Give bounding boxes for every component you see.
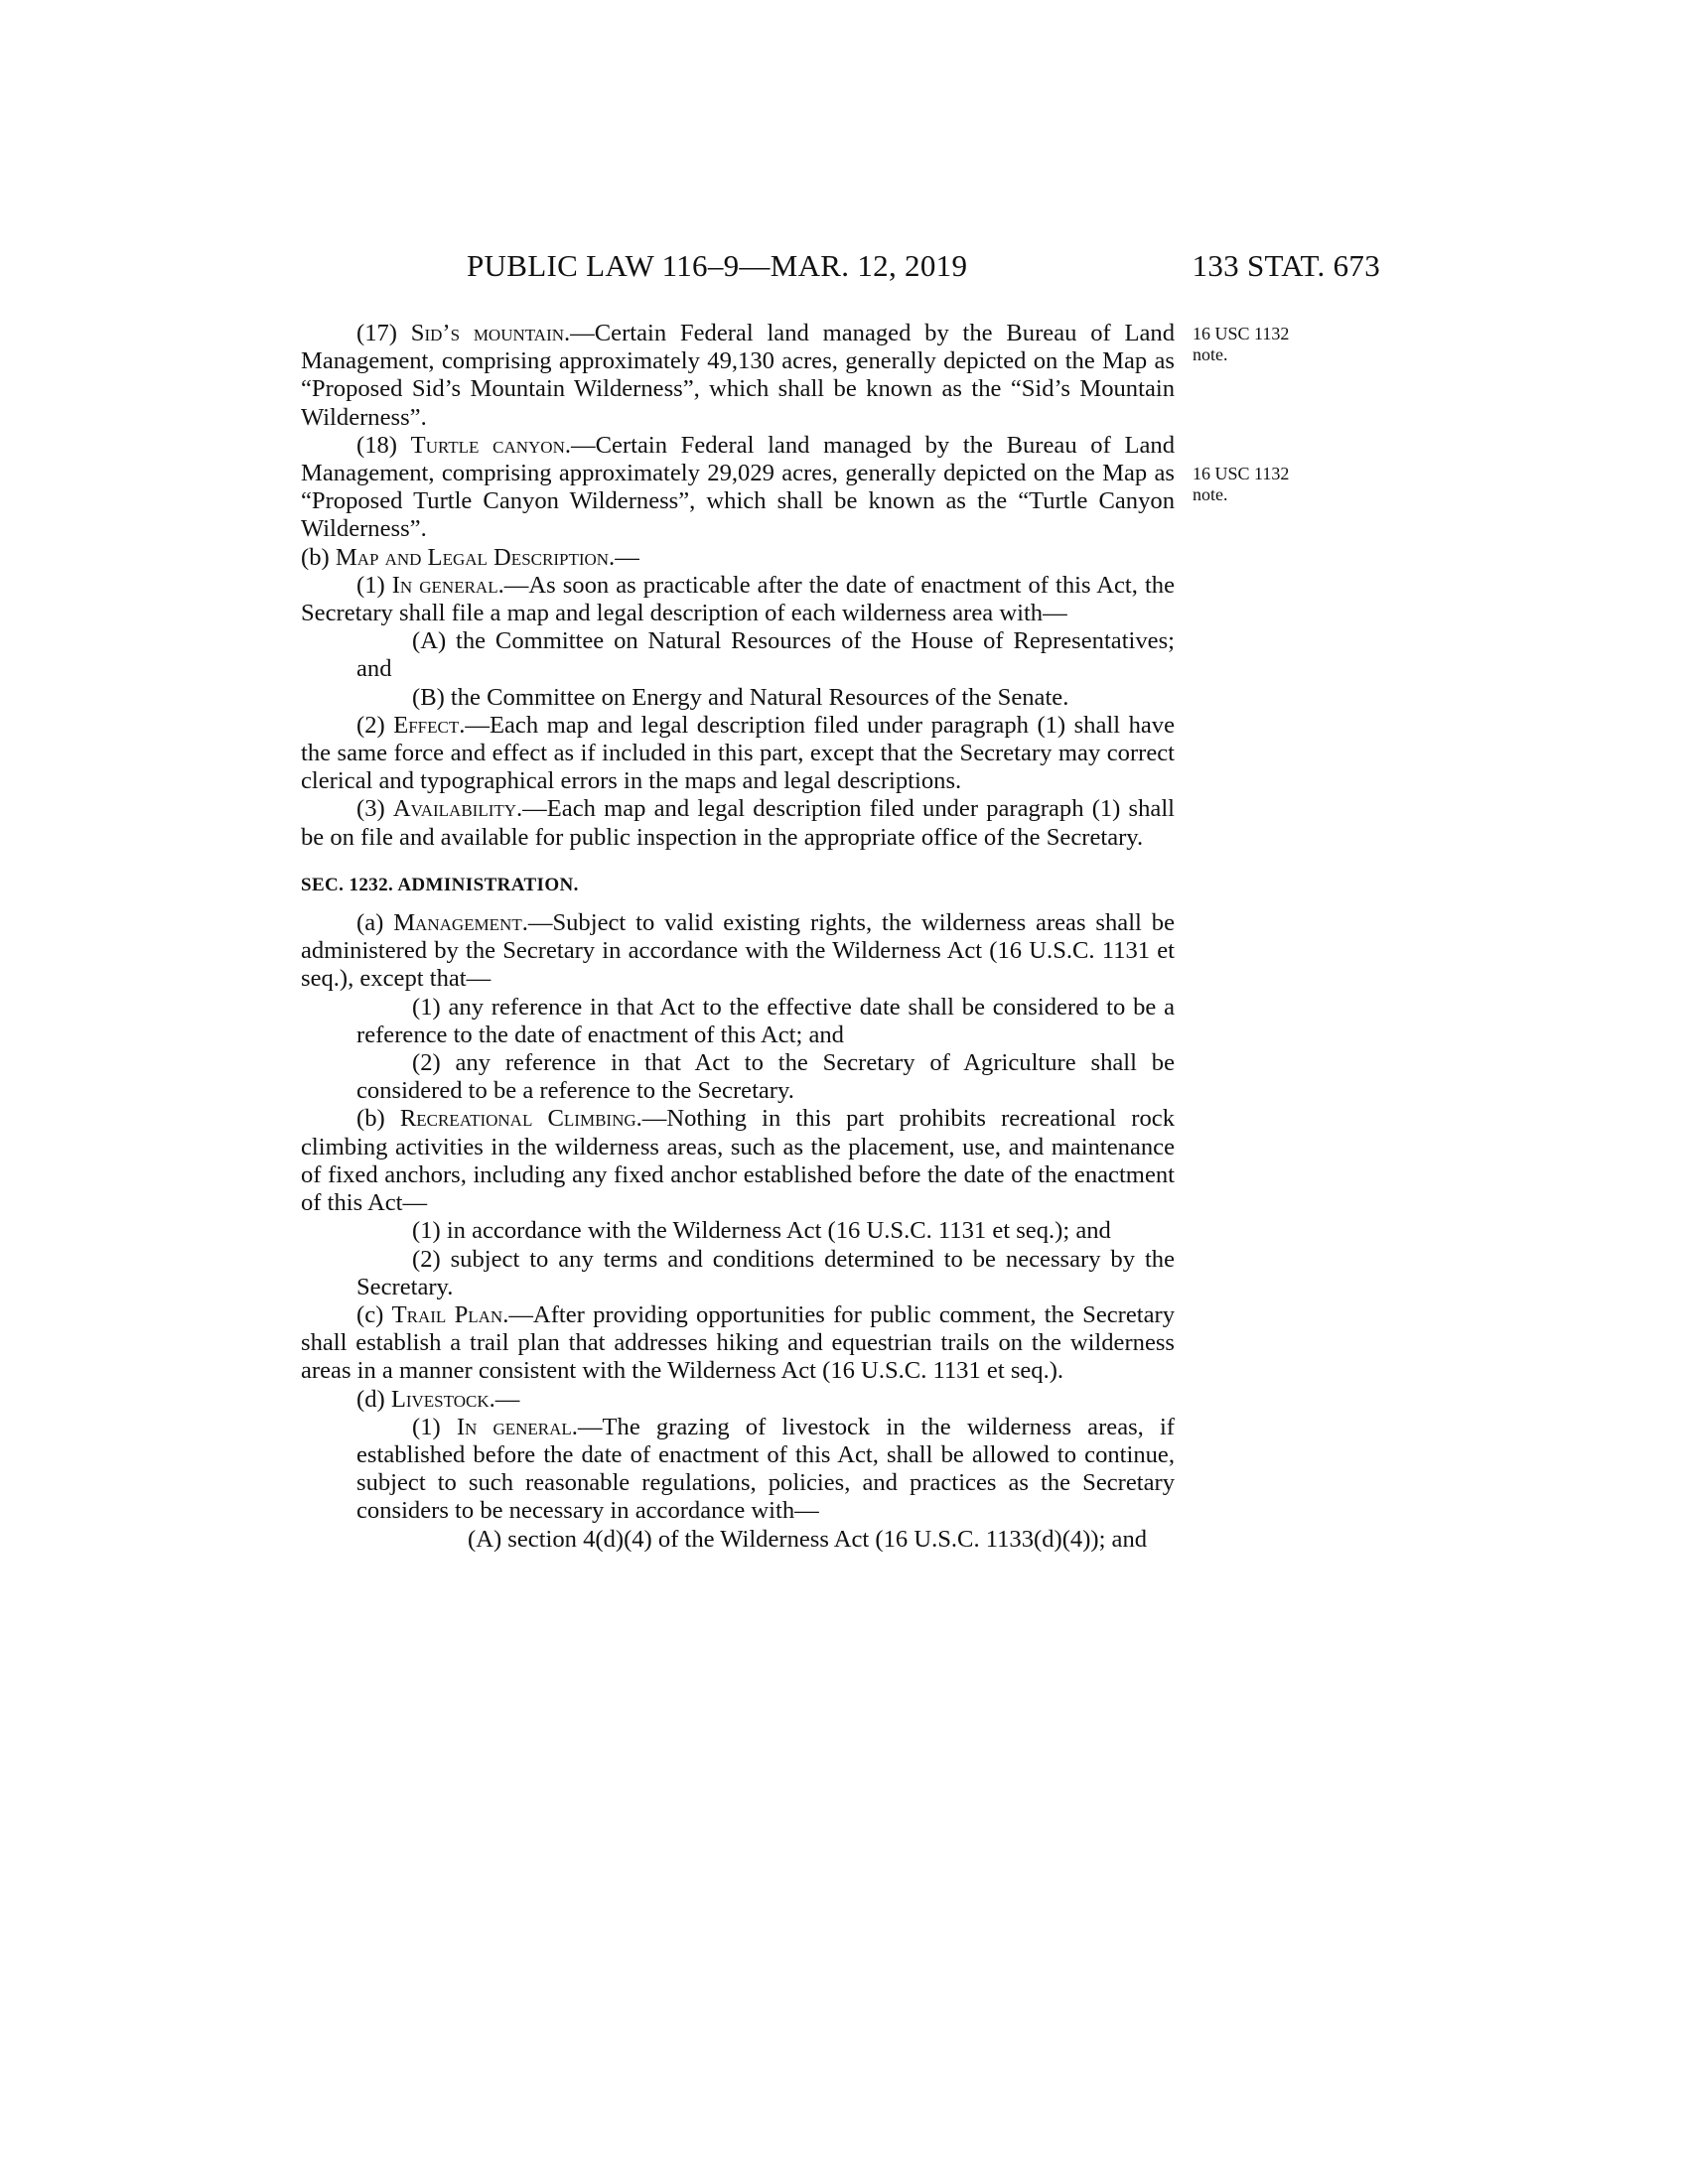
paragraph-heading: Turtle canyon: [410, 431, 565, 459]
margin-note-text: note.: [1193, 484, 1228, 504]
subsection-heading: Livestock: [390, 1385, 490, 1413]
paragraph-a1: (1) any reference in that Act to the effective date shall be considered to be a reference to the date of enactment of this Act; and: [356, 993, 1175, 1048]
body-text: [301, 320, 1175, 1554]
paragraph-heading: In general: [456, 1413, 572, 1440]
page-header: [467, 248, 1380, 292]
margin-note-text: note.: [1193, 344, 1228, 364]
margin-note-cite: 16 USC 1132: [1193, 324, 1290, 343]
subsection-heading: Trail Plan: [391, 1300, 503, 1328]
subsection-heading: Management: [393, 909, 522, 937]
paragraph-heading: In general: [391, 571, 498, 599]
subsection-c-trail-plan: (c) Trail Plan.—After providing opportunities for public comment, the Secretary shall establish a trail plan that addresses hiking and equestrian trails on the wilderness areas in a manner consistent with the Wilderness Act (16 U.S.C. 1131 et seq.).: [301, 1300, 1175, 1385]
margin-note: [1175, 464, 1332, 505]
paragraph-17: (17) Sid’s mountain.—Certain Federal land managed by the Bureau of Land Management, comprising approximately 49,130 acres, generally depicted on the Map as “Proposed Sid’s Mountain Wilderness”, which shall be known as the “Sid’s Mountain Wilderness”.: [301, 320, 1176, 431]
subparagraph-d1A: (A) section 4(d)(4) of the Wilderness Act (16 U.S.C. 1133(d)(4)); and: [468, 1525, 1148, 1553]
subparagraph-b1B: (B) the Committee on Energy and Natural Resources of the Senate.: [412, 683, 1069, 711]
statute-page-number: 133 STAT. 673: [1192, 248, 1380, 283]
subsection-heading: Map and Legal Description: [335, 543, 610, 571]
section-heading: SEC. 1232. ADMINISTRATION.: [301, 874, 579, 895]
subsection-b-recreational-climbing: (b) Recreational Climbing.—Nothing in this part prohibits recreational rock climbing activities in the wilderness areas, such as the placement, use, and maintenance of fixed anchors, including any fixed anchor established before the date of the enactment of this Act—: [301, 1105, 1175, 1217]
subsection-heading: Recreational Climbing: [399, 1105, 636, 1133]
paragraph-b2: (2) Effect.—Each map and legal description filed under paragraph (1) shall have the same force and effect as if included in this part, except that the Secretary may correct clerical and typographical errors in the maps and legal descriptions.: [301, 711, 1175, 795]
subsection-a-management: (a) Management.—Subject to valid existing rights, the wilderness areas shall be administered by the Secretary in accordance with the Wilderness Act (16 U.S.C. 1131 et seq.), except that—: [301, 909, 1175, 993]
paragraph-rec2: (2) subject to any terms and conditions determined to be necessary by the Secretary.: [356, 1245, 1175, 1300]
subsection-b-map: (b) Map and Legal Description.—: [301, 543, 639, 571]
paragraph-rec1: (1) in accordance with the Wilderness Act (16 U.S.C. 1131 et seq.); and: [412, 1217, 1111, 1245]
paragraph-heading: Sid’s mountain: [410, 320, 565, 346]
margin-note: [1175, 324, 1332, 365]
paragraph-d1: (1) In general.—The grazing of livestock in the wilderness areas, if established before the date of enactment of this Act, shall be allowed to continue, subject to such reasonable regulations, policies, and practices as the Secretary considers to be necessary in accordance with—: [356, 1413, 1175, 1525]
paragraph-b1: (1) In general.—As soon as practicable after the date of enactment of this Act, the Secretary shall file a map and legal description of each wilderness area with—: [301, 571, 1176, 627]
subsection-d-livestock: (d) Livestock.—: [356, 1385, 520, 1413]
paragraph-heading: Availability: [392, 795, 517, 823]
paragraph-18: (18) Turtle canyon.—Certain Federal land managed by the Bureau of Land Management, comprising approximately 29,029 acres, generally depicted on the Map as “Proposed Turtle Canyon Wilderness”, which shall be known as the “Turtle Canyon Wilderness”.: [301, 431, 1175, 543]
subparagraph-b1A: (A) the Committee on Natural Resources of the House of Representatives; and: [356, 627, 1175, 683]
running-title: PUBLIC LAW 116–9—MAR. 12, 2019: [467, 248, 968, 283]
margin-note-cite: 16 USC 1132: [1193, 464, 1290, 483]
paragraph-heading: Effect: [393, 711, 460, 739]
paragraph-b3: (3) Availability.—Each map and legal description filed under paragraph (1) shall be on file and available for public inspection in the appropriate office of the Secretary.: [301, 795, 1176, 851]
paragraph-a2: (2) any reference in that Act to the Secretary of Agriculture shall be considered to be a reference to the Secretary.: [356, 1049, 1175, 1105]
